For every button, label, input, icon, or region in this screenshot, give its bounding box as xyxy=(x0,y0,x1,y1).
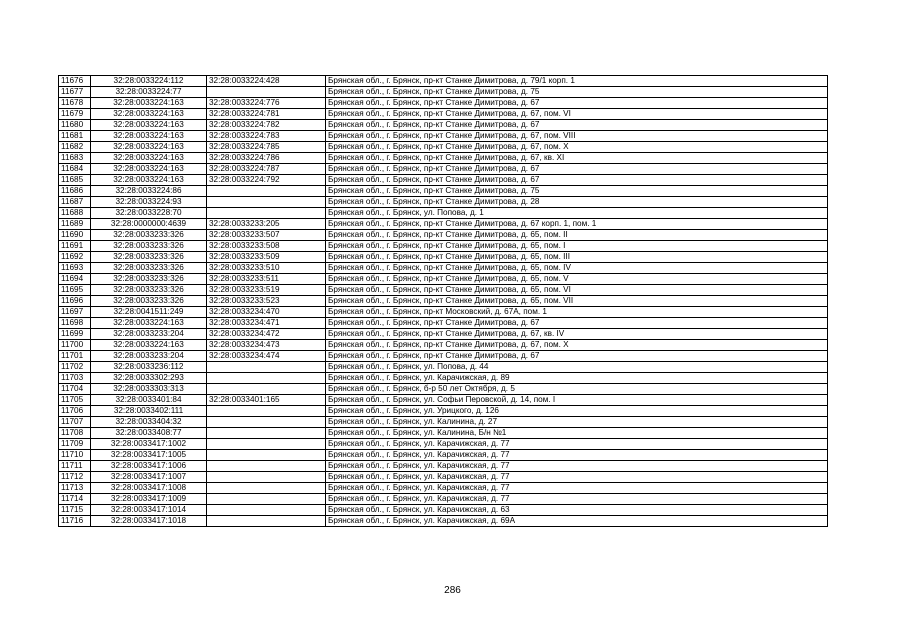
cadastral-number-cell: 32:28:0033224:163 xyxy=(91,109,207,120)
cadastral-number-cell: 32:28:0033224:163 xyxy=(91,340,207,351)
page-number: 286 xyxy=(444,585,461,596)
row-number-cell: 11705 xyxy=(59,395,91,406)
row-number-cell: 11688 xyxy=(59,208,91,219)
address-cell: Брянская обл., г. Брянск, ул. Калинина, Б/н №1 xyxy=(326,428,828,439)
table-row xyxy=(59,395,828,406)
row-number-cell: 11679 xyxy=(59,109,91,120)
table-row xyxy=(59,109,828,120)
premise-number-cell: 32:28:0033224:786 xyxy=(207,153,326,164)
row-number-cell: 11707 xyxy=(59,417,91,428)
premise-number-cell: 32:28:0033233:508 xyxy=(207,241,326,252)
row-number-cell: 11706 xyxy=(59,406,91,417)
table-row xyxy=(59,186,828,197)
cadastral-number-cell: 32:28:0033402:111 xyxy=(91,406,207,417)
cadastral-number-cell: 32:28:0033224:163 xyxy=(91,318,207,329)
table-row xyxy=(59,362,828,373)
table-row xyxy=(59,175,828,186)
table-row xyxy=(59,450,828,461)
row-number-cell: 11685 xyxy=(59,175,91,186)
table-row xyxy=(59,494,828,505)
row-number-cell: 11681 xyxy=(59,131,91,142)
cadastral-number-cell: 32:28:0033224:163 xyxy=(91,164,207,175)
premise-number-cell xyxy=(207,516,326,527)
row-number-cell: 11713 xyxy=(59,483,91,494)
table-row xyxy=(59,87,828,98)
address-cell: Брянская обл., г. Брянск, пр-кт Станке Димитрова, д. 65, пом. VII xyxy=(326,296,828,307)
row-number-cell: 11702 xyxy=(59,362,91,373)
row-number-cell: 11690 xyxy=(59,230,91,241)
cadastral-number-cell: 32:28:0033302:293 xyxy=(91,373,207,384)
row-number-cell: 11703 xyxy=(59,373,91,384)
address-cell: Брянская обл., г. Брянск, пр-кт Московский, д. 67А, пом. 1 xyxy=(326,307,828,318)
cadastral-number-cell: 32:28:0033233:204 xyxy=(91,329,207,340)
address-cell: Брянская обл., г. Брянск, ул. Карачижская, д. 77 xyxy=(326,450,828,461)
row-number-cell: 11678 xyxy=(59,98,91,109)
cadastral-number-cell: 32:28:0033228:70 xyxy=(91,208,207,219)
address-cell: Брянская обл., г. Брянск, пр-кт Станке Димитрова, д. 65, пом. VI xyxy=(326,285,828,296)
cadastral-number-cell: 32:28:0033417:1005 xyxy=(91,450,207,461)
row-number-cell: 11700 xyxy=(59,340,91,351)
cadastral-number-cell: 32:28:0033224:86 xyxy=(91,186,207,197)
cadastral-number-cell: 32:28:0033233:326 xyxy=(91,263,207,274)
row-number-cell: 11694 xyxy=(59,274,91,285)
address-cell: Брянская обл., г. Брянск, ул. Попова, д. 1 xyxy=(326,208,828,219)
address-cell: Брянская обл., г. Брянск, пр-кт Станке Димитрова, д. 67 xyxy=(326,351,828,362)
premise-number-cell xyxy=(207,208,326,219)
table-row xyxy=(59,461,828,472)
premise-number-cell: 32:28:0033233:510 xyxy=(207,263,326,274)
table-row xyxy=(59,274,828,285)
premise-number-cell: 32:28:0033233:511 xyxy=(207,274,326,285)
address-cell: Брянская обл., г. Брянск, пр-кт Станке Димитрова, д. 67, кв. XI xyxy=(326,153,828,164)
address-cell: Брянская обл., г. Брянск, пр-кт Станке Димитрова, д. 65, пом. I xyxy=(326,241,828,252)
address-cell: Брянская обл., г. Брянск, пр-кт Станке Димитрова, д. 67 xyxy=(326,318,828,329)
address-cell: Брянская обл., г. Брянск, пр-кт Станке Димитрова, д. 67 xyxy=(326,98,828,109)
cadastral-number-cell: 32:28:0033224:93 xyxy=(91,197,207,208)
cadastral-number-cell: 32:28:0033224:163 xyxy=(91,131,207,142)
table-row xyxy=(59,208,828,219)
cadastral-number-cell: 32:28:0033224:77 xyxy=(91,87,207,98)
row-number-cell: 11715 xyxy=(59,505,91,516)
address-cell: Брянская обл., г. Брянск, пр-кт Станке Димитрова, д. 67, пом. VIII xyxy=(326,131,828,142)
address-cell: Брянская обл., г. Брянск, пр-кт Станке Димитрова, д. 67, кв. IV xyxy=(326,329,828,340)
table-row xyxy=(59,439,828,450)
address-cell: Брянская обл., г. Брянск, ул. Карачижская, д. 89 xyxy=(326,373,828,384)
row-number-cell: 11695 xyxy=(59,285,91,296)
row-number-cell: 11689 xyxy=(59,219,91,230)
table-row xyxy=(59,230,828,241)
row-number-cell: 11683 xyxy=(59,153,91,164)
cadastral-number-cell: 32:28:0033224:163 xyxy=(91,120,207,131)
row-number-cell: 11710 xyxy=(59,450,91,461)
row-number-cell: 11711 xyxy=(59,461,91,472)
premise-number-cell: 32:28:0033233:509 xyxy=(207,252,326,263)
address-cell: Брянская обл., г. Брянск, ул. Софьи Перовской, д. 14, пом. I xyxy=(326,395,828,406)
address-cell: Брянская обл., г. Брянск, пр-кт Станке Димитрова, д. 65, пом. II xyxy=(326,230,828,241)
row-number-cell: 11696 xyxy=(59,296,91,307)
cadastral-number-cell: 32:28:0033224:163 xyxy=(91,98,207,109)
address-cell: Брянская обл., г. Брянск, пр-кт Станке Димитрова, д. 67, пом. X xyxy=(326,340,828,351)
premise-number-cell: 32:28:0033401:165 xyxy=(207,395,326,406)
cadastral-number-cell: 32:28:0033404:32 xyxy=(91,417,207,428)
table-row xyxy=(59,142,828,153)
premise-number-cell xyxy=(207,461,326,472)
cadastral-number-cell: 32:28:0033233:326 xyxy=(91,285,207,296)
cadastral-number-cell: 32:28:0033417:1008 xyxy=(91,483,207,494)
premise-number-cell xyxy=(207,450,326,461)
table-row xyxy=(59,373,828,384)
table-row xyxy=(59,153,828,164)
premise-number-cell xyxy=(207,406,326,417)
table-row xyxy=(59,505,828,516)
premise-number-cell: 32:28:0033233:519 xyxy=(207,285,326,296)
address-cell: Брянская обл., г. Брянск, пр-кт Станке Димитрова, д. 65, пом. IV xyxy=(326,263,828,274)
table-row xyxy=(59,472,828,483)
address-cell: Брянская обл., г. Брянск, ул. Карачижская, д. 77 xyxy=(326,483,828,494)
address-cell: Брянская обл., г. Брянск, пр-кт Станке Димитрова, д. 79/1 корп. 1 xyxy=(326,76,828,87)
address-cell: Брянская обл., г. Брянск, ул. Урицкого, д. 126 xyxy=(326,406,828,417)
cadastral-number-cell: 32:28:0033233:326 xyxy=(91,252,207,263)
address-cell: Брянская обл., г. Брянск, ул. Карачижская, д. 77 xyxy=(326,461,828,472)
table-row xyxy=(59,318,828,329)
cadastral-number-cell: 32:28:0033417:1014 xyxy=(91,505,207,516)
row-number-cell: 11692 xyxy=(59,252,91,263)
cadastral-number-cell: 32:28:0000000:4639 xyxy=(91,219,207,230)
premise-number-cell xyxy=(207,87,326,98)
cadastral-number-cell: 32:28:0033417:1018 xyxy=(91,516,207,527)
premise-number-cell: 32:28:0033234:472 xyxy=(207,329,326,340)
row-number-cell: 11682 xyxy=(59,142,91,153)
address-cell: Брянская обл., г. Брянск, б-р 50 лет Октября, д. 5 xyxy=(326,384,828,395)
address-cell: Брянская обл., г. Брянск, ул. Карачижская, д. 77 xyxy=(326,494,828,505)
table-row xyxy=(59,197,828,208)
table-row xyxy=(59,131,828,142)
cadastral-number-cell: 32:28:0033233:326 xyxy=(91,296,207,307)
table-row xyxy=(59,307,828,318)
premise-number-cell xyxy=(207,428,326,439)
table-row xyxy=(59,428,828,439)
cadastral-number-cell: 32:28:0033417:1006 xyxy=(91,461,207,472)
premise-number-cell xyxy=(207,472,326,483)
table-row xyxy=(59,417,828,428)
cadastral-number-cell: 32:28:0033417:1002 xyxy=(91,439,207,450)
row-number-cell: 11691 xyxy=(59,241,91,252)
cadastral-number-cell: 32:28:0041511:249 xyxy=(91,307,207,318)
row-number-cell: 11697 xyxy=(59,307,91,318)
row-number-cell: 11687 xyxy=(59,197,91,208)
premise-number-cell: 32:28:0033233:523 xyxy=(207,296,326,307)
premise-number-cell: 32:28:0033234:474 xyxy=(207,351,326,362)
cadastral-number-cell: 32:28:0033236:112 xyxy=(91,362,207,373)
table-row xyxy=(59,329,828,340)
premise-number-cell: 32:28:0033224:792 xyxy=(207,175,326,186)
table-row xyxy=(59,164,828,175)
address-cell: Брянская обл., г. Брянск, пр-кт Станке Димитрова, д. 75 xyxy=(326,87,828,98)
premise-number-cell xyxy=(207,439,326,450)
cadastral-number-cell: 32:28:0033233:326 xyxy=(91,274,207,285)
address-cell: Брянская обл., г. Брянск, пр-кт Станке Димитрова, д. 65, пом. V xyxy=(326,274,828,285)
premise-number-cell: 32:28:0033234:470 xyxy=(207,307,326,318)
cadastral-number-cell: 32:28:0033233:326 xyxy=(91,230,207,241)
cadastral-number-cell: 32:28:0033233:204 xyxy=(91,351,207,362)
table-row xyxy=(59,285,828,296)
registry-table xyxy=(58,75,828,527)
address-cell: Брянская обл., г. Брянск, пр-кт Станке Димитрова, д. 67, пом. VI xyxy=(326,109,828,120)
row-number-cell: 11714 xyxy=(59,494,91,505)
row-number-cell: 11676 xyxy=(59,76,91,87)
row-number-cell: 11701 xyxy=(59,351,91,362)
table-row xyxy=(59,98,828,109)
row-number-cell: 11699 xyxy=(59,329,91,340)
table-row xyxy=(59,351,828,362)
premise-number-cell xyxy=(207,505,326,516)
cadastral-number-cell: 32:28:0033233:326 xyxy=(91,241,207,252)
table-row xyxy=(59,120,828,131)
address-cell: Брянская обл., г. Брянск, пр-кт Станке Димитрова, д. 28 xyxy=(326,197,828,208)
premise-number-cell xyxy=(207,186,326,197)
table-row xyxy=(59,241,828,252)
row-number-cell: 11684 xyxy=(59,164,91,175)
premise-number-cell xyxy=(207,483,326,494)
cadastral-number-cell: 32:28:0033224:163 xyxy=(91,142,207,153)
premise-number-cell: 32:28:0033233:507 xyxy=(207,230,326,241)
table-row xyxy=(59,340,828,351)
row-number-cell: 11693 xyxy=(59,263,91,274)
table-row xyxy=(59,516,828,527)
address-cell: Брянская обл., г. Брянск, пр-кт Станке Димитрова, д. 75 xyxy=(326,186,828,197)
table-row xyxy=(59,296,828,307)
address-cell: Брянская обл., г. Брянск, ул. Попова, д. 44 xyxy=(326,362,828,373)
address-cell: Брянская обл., г. Брянск, пр-кт Станке Димитрова, д. 65, пом. III xyxy=(326,252,828,263)
premise-number-cell: 32:28:0033224:781 xyxy=(207,109,326,120)
address-cell: Брянская обл., г. Брянск, пр-кт Станке Димитрова, д. 67 xyxy=(326,120,828,131)
premise-number-cell: 32:28:0033224:782 xyxy=(207,120,326,131)
premise-number-cell xyxy=(207,384,326,395)
premise-number-cell: 32:28:0033234:471 xyxy=(207,318,326,329)
table-row xyxy=(59,252,828,263)
premise-number-cell xyxy=(207,373,326,384)
cadastral-number-cell: 32:28:0033224:163 xyxy=(91,175,207,186)
table-row xyxy=(59,406,828,417)
address-cell: Брянская обл., г. Брянск, ул. Карачижская, д. 77 xyxy=(326,439,828,450)
row-number-cell: 11698 xyxy=(59,318,91,329)
premise-number-cell: 32:28:0033234:473 xyxy=(207,340,326,351)
address-cell: Брянская обл., г. Брянск, пр-кт Станке Димитрова, д. 67 корп. 1, пом. 1 xyxy=(326,219,828,230)
address-cell: Брянская обл., г. Брянск, ул. Карачижская, д. 77 xyxy=(326,472,828,483)
premise-number-cell: 32:28:0033224:787 xyxy=(207,164,326,175)
premise-number-cell xyxy=(207,494,326,505)
cadastral-number-cell: 32:28:0033417:1007 xyxy=(91,472,207,483)
address-cell: Брянская обл., г. Брянск, ул. Карачижская, д. 69А xyxy=(326,516,828,527)
row-number-cell: 11712 xyxy=(59,472,91,483)
table-row xyxy=(59,263,828,274)
table-row xyxy=(59,76,828,87)
row-number-cell: 11677 xyxy=(59,87,91,98)
premise-number-cell: 32:28:0033224:428 xyxy=(207,76,326,87)
table-row xyxy=(59,384,828,395)
row-number-cell: 11709 xyxy=(59,439,91,450)
address-cell: Брянская обл., г. Брянск, ул. Калинина, д. 27 xyxy=(326,417,828,428)
table-row xyxy=(59,483,828,494)
premise-number-cell xyxy=(207,362,326,373)
row-number-cell: 11704 xyxy=(59,384,91,395)
address-cell: Брянская обл., г. Брянск, пр-кт Станке Димитрова, д. 67 xyxy=(326,164,828,175)
cadastral-number-cell: 32:28:0033417:1009 xyxy=(91,494,207,505)
registry-table-body xyxy=(59,76,828,527)
cadastral-number-cell: 32:28:0033224:112 xyxy=(91,76,207,87)
cadastral-number-cell: 32:28:0033224:163 xyxy=(91,153,207,164)
premise-number-cell xyxy=(207,417,326,428)
premise-number-cell xyxy=(207,197,326,208)
cadastral-number-cell: 32:28:0033408:77 xyxy=(91,428,207,439)
cadastral-number-cell: 32:28:0033303:313 xyxy=(91,384,207,395)
table-row xyxy=(59,219,828,230)
row-number-cell: 11680 xyxy=(59,120,91,131)
cadastral-number-cell: 32:28:0033401:84 xyxy=(91,395,207,406)
row-number-cell: 11708 xyxy=(59,428,91,439)
address-cell: Брянская обл., г. Брянск, пр-кт Станке Димитрова, д. 67 xyxy=(326,175,828,186)
row-number-cell: 11686 xyxy=(59,186,91,197)
row-number-cell: 11716 xyxy=(59,516,91,527)
address-cell: Брянская обл., г. Брянск, ул. Карачижская, д. 63 xyxy=(326,505,828,516)
address-cell: Брянская обл., г. Брянск, пр-кт Станке Димитрова, д. 67, пом. X xyxy=(326,142,828,153)
premise-number-cell: 32:28:0033224:776 xyxy=(207,98,326,109)
premise-number-cell: 32:28:0033233:205 xyxy=(207,219,326,230)
premise-number-cell: 32:28:0033224:783 xyxy=(207,131,326,142)
premise-number-cell: 32:28:0033224:785 xyxy=(207,142,326,153)
